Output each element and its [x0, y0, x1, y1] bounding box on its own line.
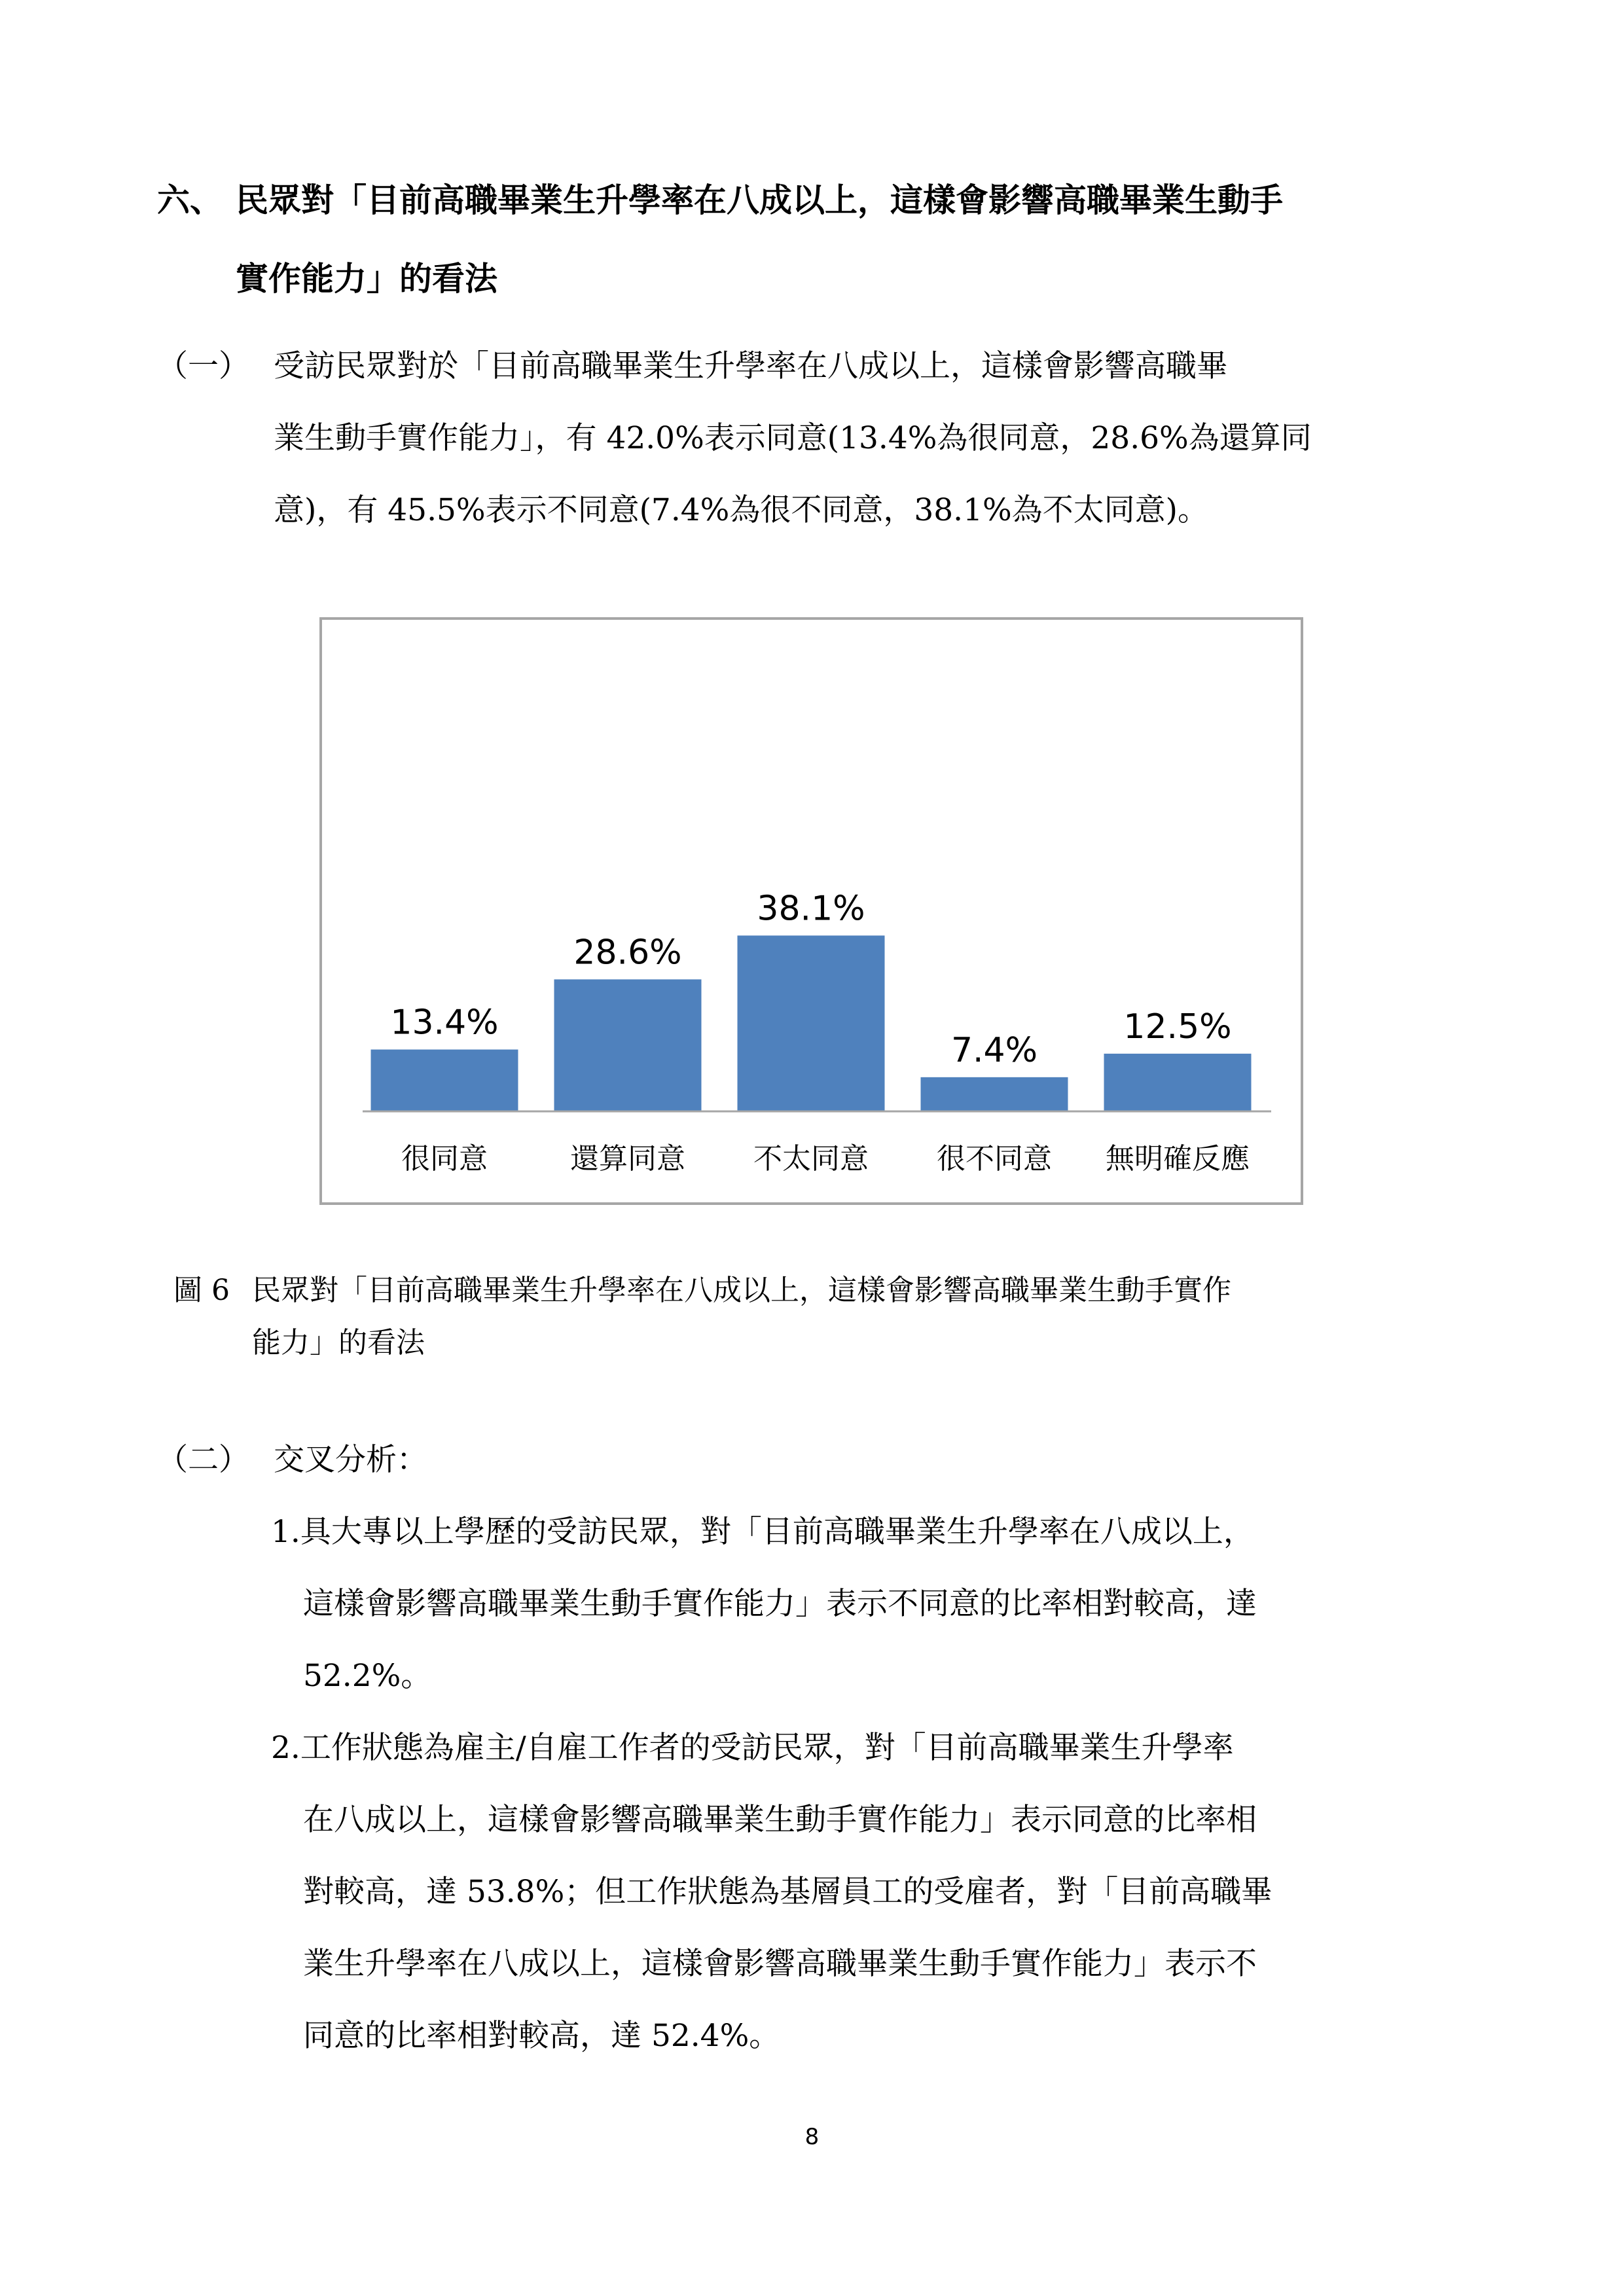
item-2-line-3: 對較高，達 53.8%；但工作狀態為基層員工的受雇者，對「目前高職畢	[303, 1874, 1272, 1910]
bar-5	[1104, 1054, 1252, 1111]
bar-chart-svg	[322, 620, 1301, 1202]
bar-value-label-3: 38.1%	[757, 889, 865, 929]
item-1-line-2: 這樣會影響高職畢業生動手實作能力」表示不同意的比率相對較高，達	[303, 1586, 1257, 1622]
figure-caption-label: 圖 6	[173, 1274, 230, 1307]
bar-1	[371, 1050, 518, 1111]
page-number: 8	[804, 2124, 820, 2150]
item-2-line-5: 同意的比率相對較高，達 52.4%。	[303, 2018, 780, 2054]
item-1-line-1: 1.具大專以上學歷的受訪民眾，對「目前高職畢業生升學率在八成以上，	[271, 1514, 1254, 1550]
bar-4	[921, 1077, 1068, 1111]
part-2-title: 交叉分析：	[274, 1442, 427, 1478]
bar-2	[554, 979, 702, 1111]
section-title-line-1: 民眾對「目前高職畢業生升學率在八成以上，這樣會影響高職畢業生動手	[236, 181, 1283, 219]
category-label-2: 還算同意	[570, 1142, 685, 1175]
item-1-line-3: 52.2%。	[303, 1658, 432, 1694]
category-label-4: 很不同意	[937, 1142, 1052, 1175]
item-2-line-1: 2.工作狀態為雇主/自雇工作者的受訪民眾，對「目前高職畢業生升學率	[271, 1730, 1234, 1766]
bar-value-label-4: 7.4%	[950, 1030, 1038, 1070]
bar-3	[738, 935, 885, 1111]
category-label-3: 不太同意	[753, 1142, 869, 1175]
bar-chart	[319, 617, 1303, 1205]
bar-value-label-2: 28.6%	[573, 933, 682, 973]
item-2-line-4: 業生升學率在八成以上，這樣會影響高職畢業生動手實作能力」表示不	[303, 1946, 1257, 1982]
item-2-line-2: 在八成以上，這樣會影響高職畢業生動手實作能力」表示同意的比率相	[303, 1802, 1257, 1838]
category-label-5: 無明確反應	[1106, 1142, 1250, 1175]
part-1-label: （一）	[157, 348, 249, 384]
section-number: 六、	[157, 181, 223, 219]
part-1-line-1: 受訪民眾對於「目前高職畢業生升學率在八成以上，這樣會影響高職畢	[274, 348, 1227, 384]
figure-caption-line-2: 能力」的看法	[252, 1326, 425, 1359]
section-title-line-2: 實作能力」的看法	[236, 260, 497, 298]
figure-caption-line-1: 民眾對「目前高職畢業生升學率在八成以上，這樣會影響高職畢業生動手實作	[252, 1274, 1231, 1307]
category-label-1: 很同意	[401, 1142, 488, 1175]
bar-value-label-5: 12.5%	[1123, 1007, 1232, 1047]
part-2-label: （二）	[157, 1442, 249, 1478]
part-1-line-3: 意)，有 45.5%表示不同意(7.4%為很不同意，38.1%為不太同意)。	[274, 492, 1208, 528]
bar-value-label-1: 13.4%	[390, 1003, 499, 1043]
part-1-line-2: 業生動手實作能力」，有 42.0%表示同意(13.4%為很同意，28.6%為還算同	[274, 420, 1312, 456]
